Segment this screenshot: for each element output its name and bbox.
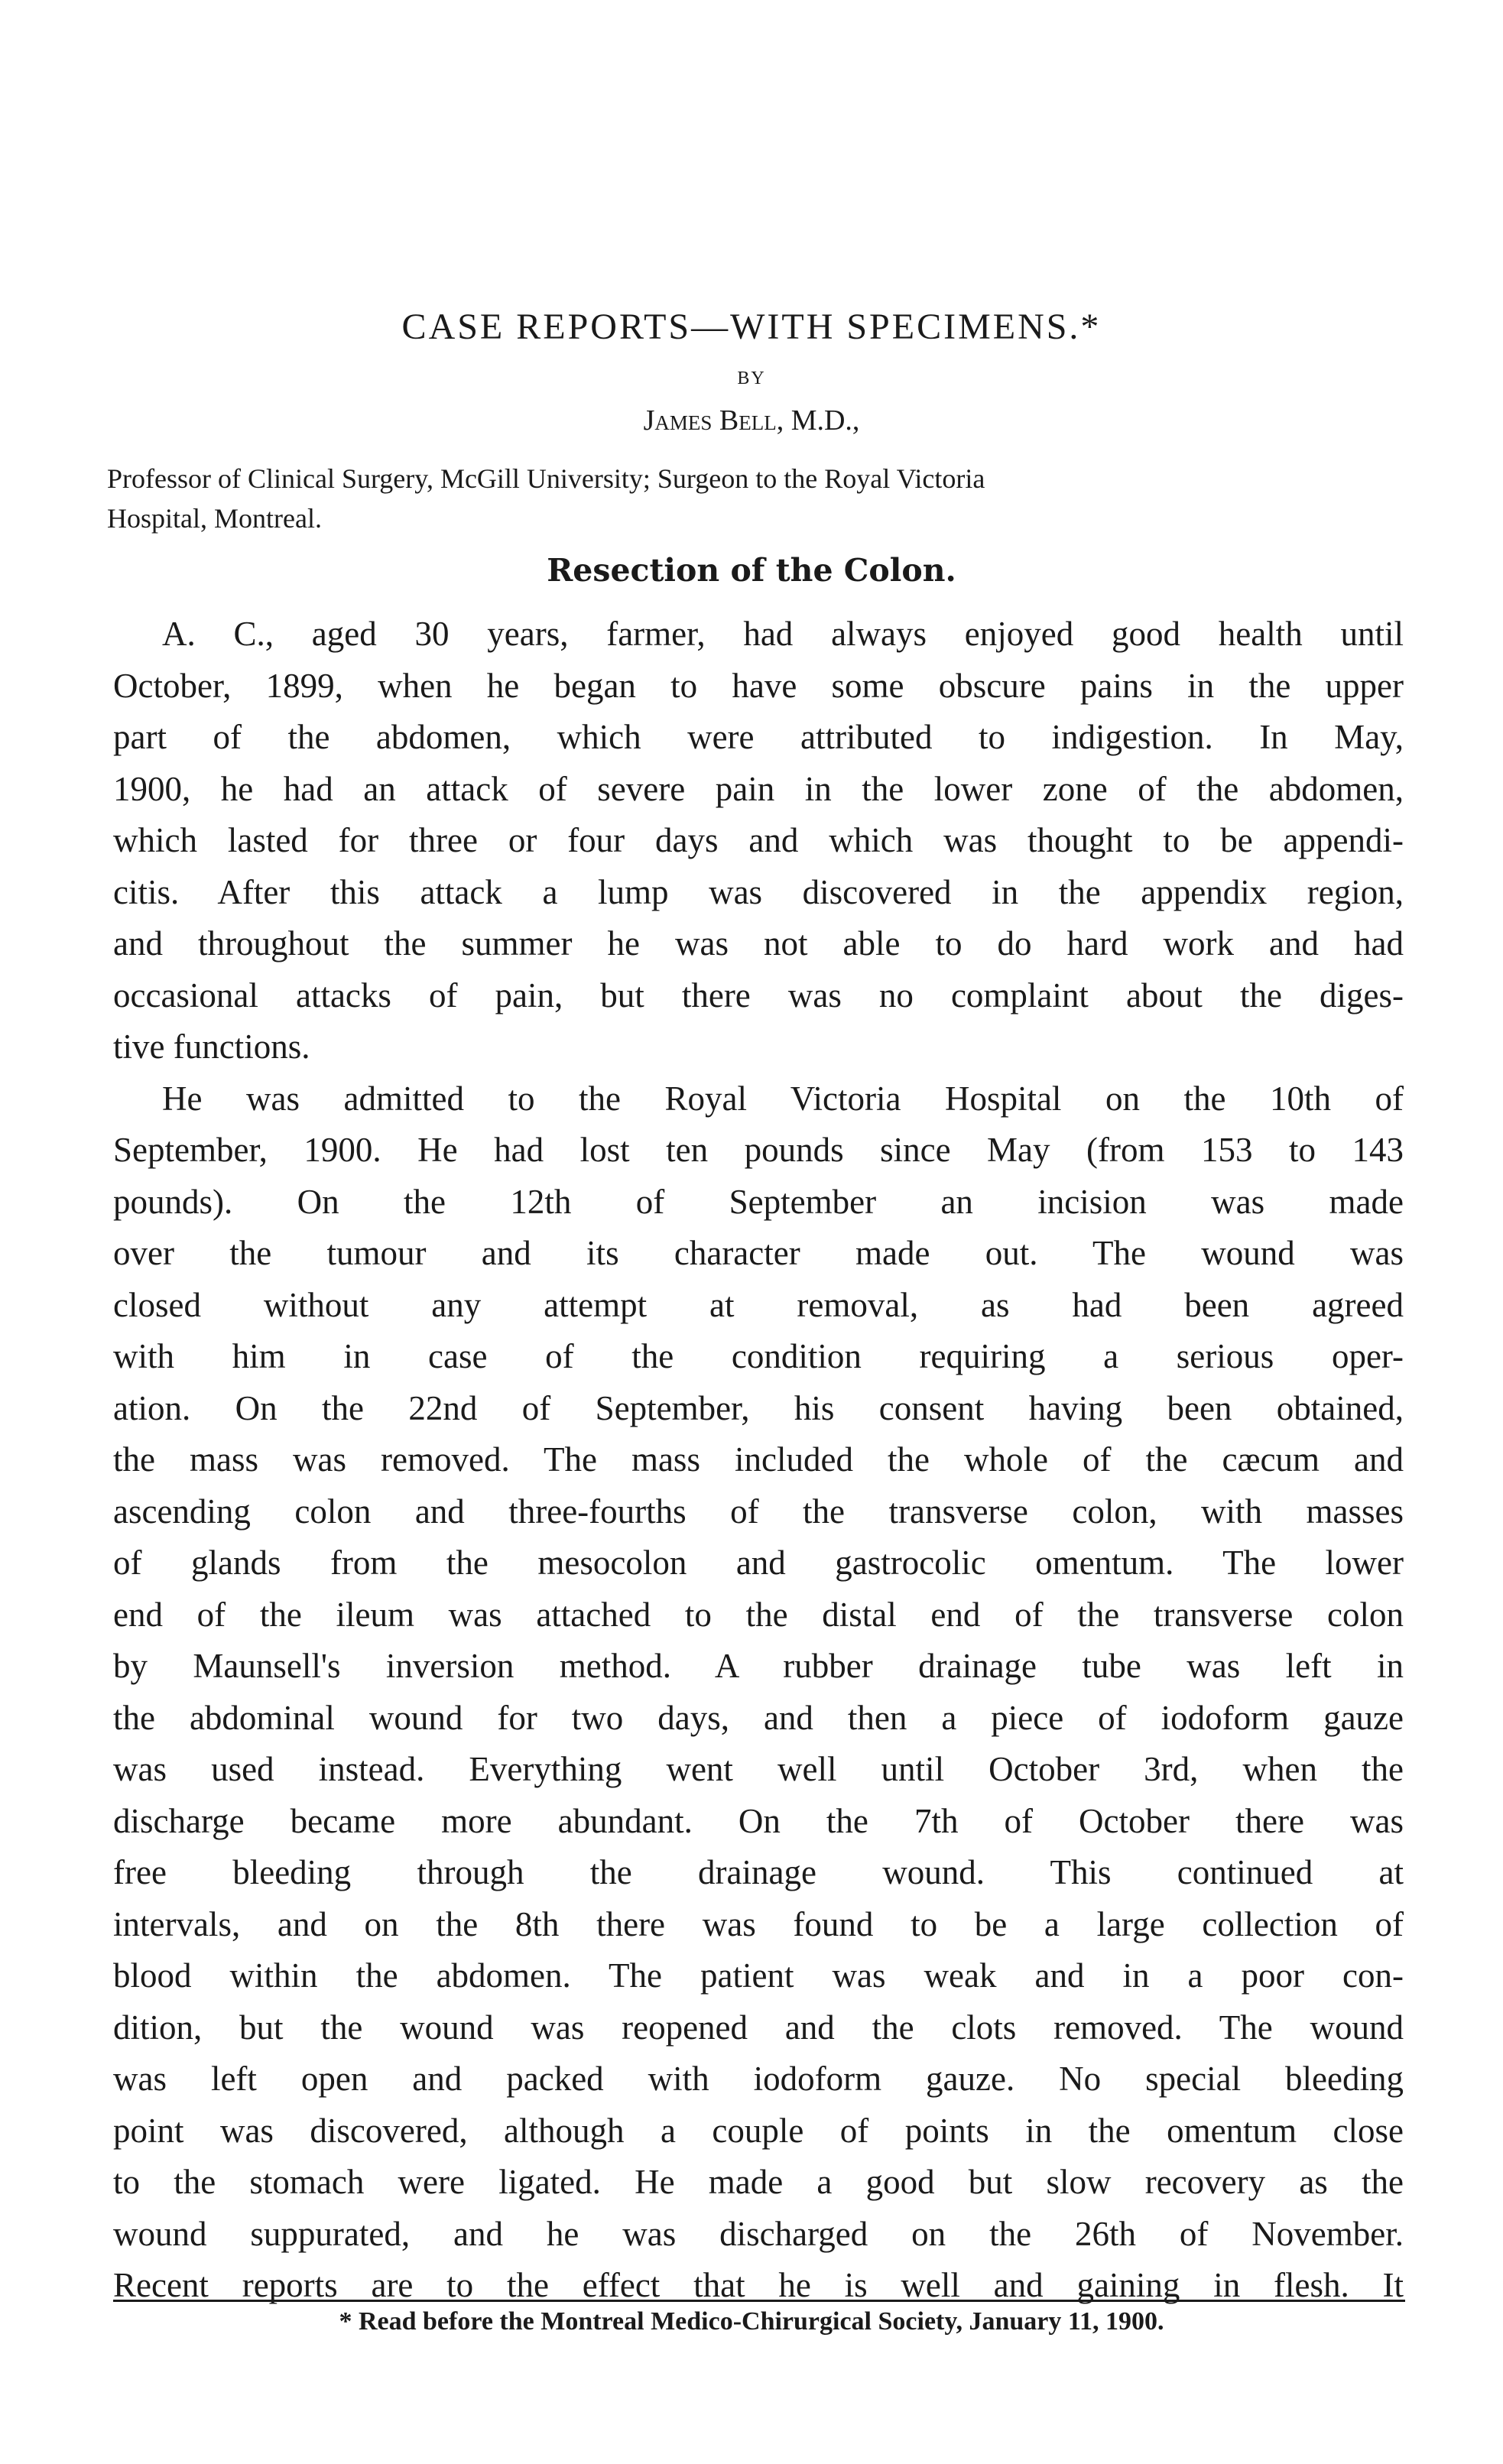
byline-label: BY	[737, 368, 766, 388]
affiliation-line-2: Hospital, Montreal.	[107, 503, 322, 534]
text-line: discharge became more abundant. On the 7th of October there was	[113, 1801, 1404, 1840]
text-line: tive functions.	[113, 1027, 310, 1066]
text-line: and throughout the summer he was not able to do hard work and had	[113, 924, 1404, 963]
text-line: intervals, and on the 8th there was found to be a large collection of	[113, 1904, 1404, 1943]
text-line: blood within the abdomen. The patient was weak and in a poor con-	[113, 1956, 1404, 1995]
body-text	[113, 609, 1404, 2312]
text-line: which lasted for three or four days and which was thought to be appendi-	[113, 821, 1404, 859]
text-line: wound suppurated, and he was discharged on the 26th of November.	[113, 2214, 1404, 2253]
text-line: with him in case of the condition requiring a serious oper-	[113, 1337, 1404, 1375]
text-line: over the tumour and its character made out. The wound was	[113, 1234, 1404, 1272]
text-line: 1900, he had an attack of severe pain in the lower zone of the abdomen,	[113, 769, 1404, 808]
text-line: free bleeding through the drainage wound. This continued at	[113, 1853, 1404, 1891]
text-line: to the stomach were ligated. He made a good but slow recovery as the	[113, 2163, 1404, 2201]
footnote-divider	[113, 2300, 1405, 2302]
text-line: by Maunsell's inversion method. A rubber drainage tube was left in	[113, 1647, 1404, 1685]
author-affiliation	[107, 459, 1399, 538]
text-line: Recent reports are to the effect that he is well and gaining in flesh. It	[113, 2266, 1404, 2304]
author-name: James Bell, M.D.,	[643, 404, 860, 437]
text-line: September, 1900. He had lost ten pounds since May (from 153 to 143	[113, 1131, 1404, 1169]
text-line: part of the abdomen, which were attributed to indigestion. In May,	[113, 718, 1404, 756]
text-line: ascending colon and three-fourths of the transverse colon, with masses	[113, 1492, 1404, 1531]
text-line: A. C., aged 30 years, farmer, had always enjoyed good health until	[162, 615, 1404, 653]
text-line: the mass was removed. The mass included the whole of the cæcum and	[113, 1440, 1404, 1479]
text-line: October, 1899, when he began to have some obscure pains in the upper	[113, 666, 1404, 705]
text-line: point was discovered, although a couple of points in the omentum close	[113, 2111, 1404, 2150]
text-line: end of the ileum was attached to the distal end of the transverse colon	[113, 1595, 1404, 1634]
affiliation-line-1: Professor of Clinical Surgery, McGill University; Surgeon to the Royal Victoria	[107, 463, 985, 494]
text-line: ation. On the 22nd of September, his consent having been obtained,	[113, 1388, 1404, 1427]
text-line: the abdominal wound for two days, and then a piece of iodoform gauze	[113, 1698, 1404, 1737]
text-line: pounds). On the 12th of September an incision was made	[113, 1182, 1404, 1221]
text-line: occasional attacks of pain, but there was no complaint about the diges-	[113, 976, 1404, 1014]
text-line: dition, but the wound was reopened and the clots removed. The wound	[113, 2008, 1404, 2047]
text-line: of glands from the mesocolon and gastrocolic omentum. The lower	[113, 1544, 1404, 1582]
text-line: was used instead. Everything went well until October 3rd, when the	[113, 1750, 1404, 1788]
text-line: He was admitted to the Royal Victoria Hospital on the 10th of	[162, 1079, 1404, 1118]
text-line: was left open and packed with iodoform gauze. No special bleeding	[113, 2060, 1404, 2098]
text-line: citis. After this attack a lump was discovered in the appendix region,	[113, 872, 1404, 911]
text-line: closed without any attempt at removal, as had been agreed	[113, 1285, 1404, 1324]
footnote: * Read before the Montreal Medico-Chirurgical Society, January 11, 1900.	[339, 2307, 1164, 2336]
document-title: CASE REPORTS—WITH SPECIMENS.*	[401, 307, 1102, 347]
section-heading: Resection of the Colon.	[547, 552, 956, 589]
